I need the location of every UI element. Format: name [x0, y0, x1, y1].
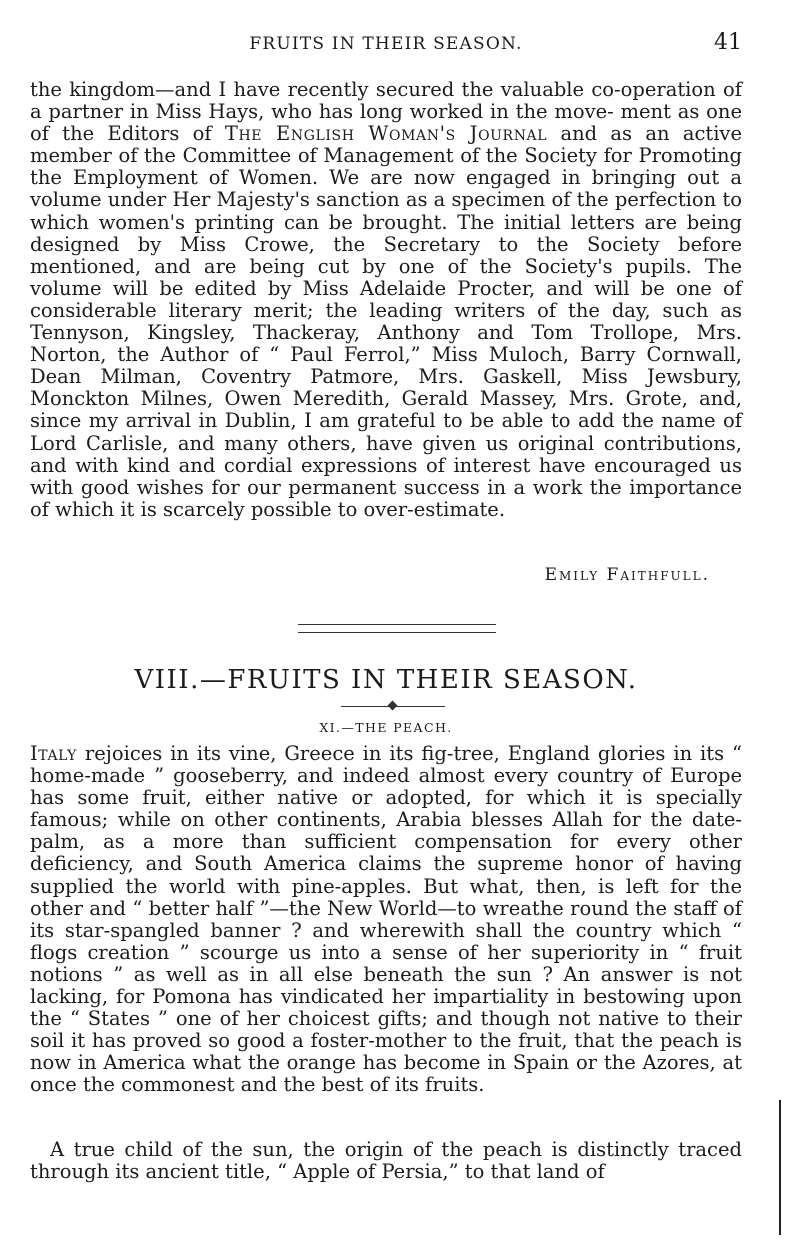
diamond-icon	[388, 701, 398, 711]
running-head	[30, 30, 742, 54]
chapter-subheading: XI.—THE PEACH.	[319, 720, 453, 735]
running-title: FRUITS IN THEIR SEASON.	[249, 34, 523, 54]
section-divider	[298, 624, 496, 633]
peach-paragraph-1	[30, 743, 742, 1097]
letter-line-5: Society for Promoting the Employment of Women. We are now engaged in bringing out a volume under Her Majesty's sanction as a specimen of the perfection to which women's printing can be brought. The initial letters are being designed by Miss Crowe, the Secretary to the Society before mentioned, and are being cut by one of the Society's pupils. The volume will be edited by Miss Adelaide Procter, and will be one of considerable literary merit; the leading writers of the day, such as Tennyson, Kingsley, Thackeray, Anthony and Tom Trollope, Mrs. Norton, the Author of “ Paul Ferrol,” Miss Muloch, Barry Cornwall, Dean Milman, Coventry Patmore, Mrs. Gaskell, Miss Jewsbury, Monckton Milnes, Owen Meredith, Gerald Massey, Mrs. Grote, and, since my arrival in Dublin, I am grateful to be able to add the name of Lord Carlisle, and many others, have given us original contributions, and with kind and cordial expressions of interest have encouraged us with good wishes for our permanent success in a work the importance of which it is scarcely possible to over-estimate.	[30, 144, 742, 521]
signature: Emily Faithfull.	[544, 565, 710, 585]
ornament-rule	[341, 700, 445, 714]
page-number: 41	[714, 30, 742, 55]
peach-paragraph-1-text: rejoices in its vine, Greece in its fig-tree, England glories in its “ home-made ” gooseberry, and indeed almost every country of Europe has some fruit, either native or adopted, for which it is specially famous; while on other continents, Arabia blesses Allah for the date-palm, as a more than sufficient compensation for every other deficiency, and South America claims the supreme honor of having supplied the world with pine-apples. But what, then, is left for the other and “ better half ”—the New World—to wreathe round the staff of its star-spangled banner ? and wherewith shall the country which “ flogs creation ” scourge us into a sense of her superiority in “ fruit notions ” as well as in all else beneath the sun ? An answer is not lacking, for Pomona has vindicated her impartiality in bestowing upon the “ States ” one of her choicest gifts; and though not native to their soil it has proved so good a foster-mother to the fruit, that the peach is now in America what the orange has become in Spain or the Azores, at once the commonest and the best of its fruits.	[30, 742, 742, 1097]
margin-bar	[779, 1100, 781, 1235]
letter-line-3: ment as one of the Editors of	[30, 100, 743, 146]
peach-paragraph-2	[30, 1139, 742, 1183]
journal-title: The English Woman's Journal	[224, 122, 548, 146]
letter-line-2: of a partner in Miss Hays, who has long worked in the move-	[30, 78, 743, 124]
peach-paragraph-2-text: A true child of the sun, the origin of the peach is distinctly traced through its ancient title, “ Apple of Persia,” to that land of	[30, 1138, 742, 1184]
section-heading: VIII.—FRUITS IN THEIR SEASON.	[134, 665, 638, 695]
letter-paragraph	[30, 79, 742, 521]
lead-word: Italy	[30, 742, 78, 765]
letter-line-1: the kingdom—and I have recently secured the valuable co-operation	[30, 78, 716, 101]
letter-line-4: and as an active member of the Committee of Management of the	[30, 122, 742, 168]
